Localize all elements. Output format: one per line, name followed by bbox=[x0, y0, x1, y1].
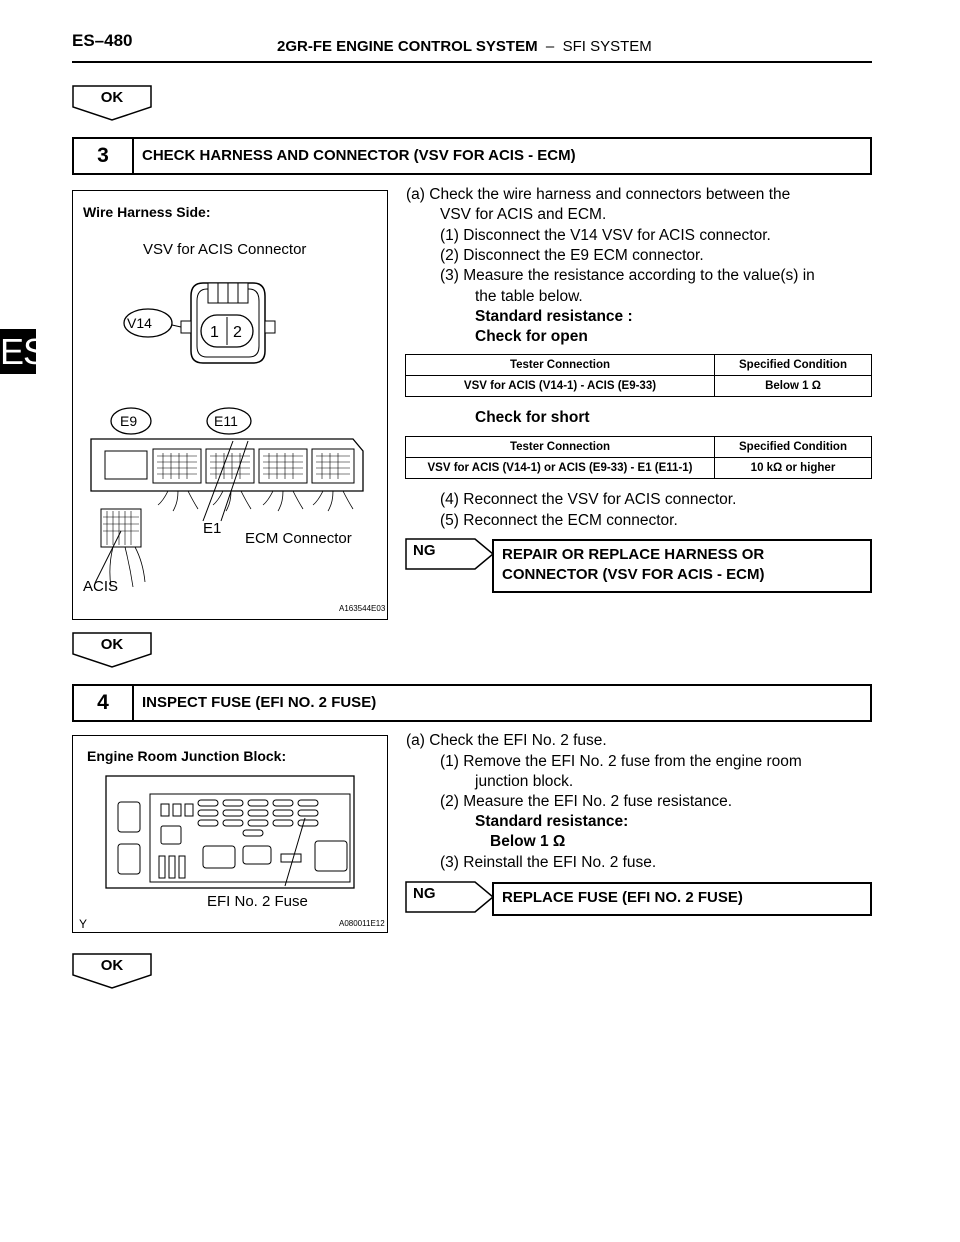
step-title: CHECK HARNESS AND CONNECTOR (VSV FOR ACIS - ECM) bbox=[142, 147, 576, 164]
header-rule bbox=[72, 61, 872, 63]
step-number: 3 bbox=[74, 139, 134, 173]
standard-resistance-label: Standard resistance: bbox=[475, 813, 629, 830]
step3-substep-2: (2) Disconnect the E9 ECM connector. bbox=[440, 247, 704, 264]
step4-instruction-a: (a) Check the EFI No. 2 fuse. bbox=[406, 732, 607, 749]
fuse-label: EFI No. 2 Fuse bbox=[207, 893, 308, 910]
step3-substep-4: (4) Reconnect the VSV for ACIS connector. bbox=[440, 491, 737, 508]
short-check-table: Tester Connection Specified Condition VSV for ACIS (V14-1) or ACIS (E9-33) - E1 (E11-1) 10 kΩ or higher bbox=[405, 436, 872, 479]
ng-result-marker: NG bbox=[405, 538, 495, 570]
step-number: 4 bbox=[74, 686, 134, 720]
step4-substep-1-cont: junction block. bbox=[475, 773, 574, 790]
step-title: INSPECT FUSE (EFI NO. 2 FUSE) bbox=[142, 694, 377, 711]
svg-text:1: 1 bbox=[210, 324, 219, 341]
svg-text:E9: E9 bbox=[120, 413, 138, 429]
page-title: 2GR-FE ENGINE CONTROL SYSTEM – SFI SYSTEM bbox=[277, 38, 652, 55]
figure-id: A163544E03 bbox=[339, 604, 386, 613]
svg-text:2: 2 bbox=[233, 324, 242, 341]
connector-label: VSV for ACIS Connector bbox=[143, 241, 307, 258]
step-3-header bbox=[72, 137, 872, 175]
step4-substep-1: (1) Remove the EFI No. 2 fuse from the engine room bbox=[440, 753, 802, 770]
standard-resistance-label: Standard resistance : bbox=[475, 308, 633, 325]
svg-text:E1: E1 bbox=[203, 520, 222, 537]
svg-text:Y: Y bbox=[79, 917, 88, 931]
ng-action-box: REPLACE FUSE (EFI NO. 2 FUSE) bbox=[492, 882, 872, 916]
ok-result-marker: OK bbox=[72, 632, 152, 660]
check-open-label: Check for open bbox=[475, 328, 588, 345]
step4-substep-2: (2) Measure the EFI No. 2 fuse resistance. bbox=[440, 793, 733, 810]
ng-action-box: REPAIR OR REPLACE HARNESS OR CONNECTOR (VSV FOR ACIS - ECM) bbox=[492, 539, 872, 593]
step3-substep-5: (5) Reconnect the ECM connector. bbox=[440, 512, 678, 529]
svg-text:ECM Connector: ECM Connector bbox=[245, 530, 352, 547]
page-number: ES–480 bbox=[72, 31, 133, 50]
svg-text:ACIS: ACIS bbox=[83, 578, 119, 595]
figure-id: A080011E12 bbox=[339, 919, 385, 928]
standard-resistance-value: Below 1 Ω bbox=[490, 833, 566, 850]
ok-result-marker: OK bbox=[72, 953, 152, 981]
step3-substep-3: (3) Measure the resistance according to the value(s) in bbox=[440, 267, 815, 284]
ok-result-marker: OK bbox=[72, 85, 152, 113]
open-check-table: Tester Connection Specified Condition VSV for ACIS (V14-1) - ACIS (E9-33) Below 1 Ω bbox=[405, 354, 872, 397]
step-4-header bbox=[72, 684, 872, 722]
step3-instruction-a: (a) Check the wire harness and connectors between the bbox=[406, 186, 791, 203]
step3-instruction-a-cont: VSV for ACIS and ECM. bbox=[440, 206, 607, 223]
figure-heading: Wire Harness Side: bbox=[83, 204, 211, 220]
figure-heading: Engine Room Junction Block: bbox=[87, 748, 287, 764]
step4-substep-3: (3) Reinstall the EFI No. 2 fuse. bbox=[440, 854, 657, 871]
ng-result-marker: NG bbox=[405, 881, 495, 913]
wiring-figure bbox=[72, 190, 388, 620]
step3-substep-3-cont: the table below. bbox=[475, 288, 583, 305]
v14-label: V14 bbox=[127, 315, 152, 331]
fuse-figure bbox=[72, 735, 388, 933]
step3-substep-1: (1) Disconnect the V14 VSV for ACIS connector. bbox=[440, 227, 771, 244]
section-tab: ES bbox=[0, 331, 47, 372]
svg-text:E11: E11 bbox=[214, 413, 238, 429]
check-short-label: Check for short bbox=[475, 409, 590, 426]
